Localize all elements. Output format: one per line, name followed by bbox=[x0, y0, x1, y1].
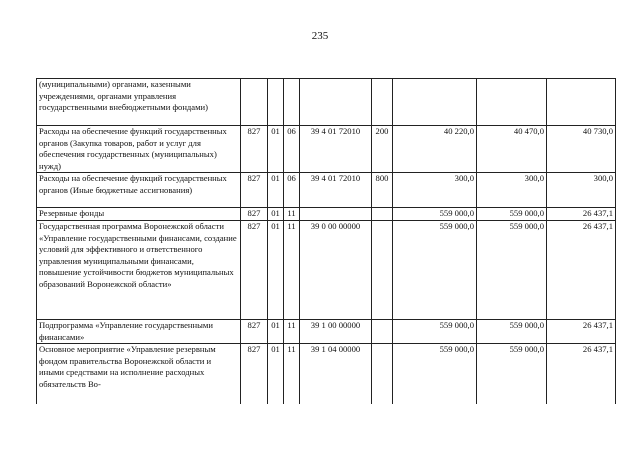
expense-type-cell bbox=[372, 208, 393, 221]
budget-table bbox=[36, 78, 616, 404]
expense-type-cell: 800 bbox=[372, 173, 393, 208]
section-code-cell: 01 bbox=[268, 344, 284, 405]
amount-year2-cell: 559 000,0 bbox=[477, 208, 547, 221]
target-article-cell bbox=[300, 208, 372, 221]
amount-year2-cell: 559 000,0 bbox=[477, 319, 547, 343]
amount-year1-cell: 559 000,0 bbox=[393, 208, 477, 221]
grbs-code-cell: 827 bbox=[241, 208, 268, 221]
table-row bbox=[37, 79, 616, 126]
expense-type-cell bbox=[372, 319, 393, 343]
expense-type-cell bbox=[372, 79, 393, 126]
target-article-cell: 39 4 01 72010 bbox=[300, 126, 372, 173]
expense-name-cell: Резервные фонды bbox=[37, 208, 241, 221]
table-body bbox=[37, 79, 616, 405]
amount-year2-cell: 559 000,0 bbox=[477, 220, 547, 319]
grbs-code-cell: 827 bbox=[241, 319, 268, 343]
subsection-code-cell: 06 bbox=[284, 173, 300, 208]
grbs-code-cell: 827 bbox=[241, 173, 268, 208]
expense-name-cell: Подпрограмма «Управление государственными финансами» bbox=[37, 319, 241, 343]
amount-year3-cell: 26 437,1 bbox=[547, 319, 616, 343]
target-article-cell: 39 1 04 00000 bbox=[300, 344, 372, 405]
amount-year2-cell bbox=[477, 79, 547, 126]
section-code-cell bbox=[268, 79, 284, 126]
section-code-cell: 01 bbox=[268, 208, 284, 221]
expense-type-cell bbox=[372, 344, 393, 405]
table-row bbox=[37, 319, 616, 343]
subsection-code-cell: 11 bbox=[284, 319, 300, 343]
section-code-cell: 01 bbox=[268, 319, 284, 343]
subsection-code-cell: 06 bbox=[284, 126, 300, 173]
subsection-code-cell bbox=[284, 79, 300, 126]
grbs-code-cell: 827 bbox=[241, 126, 268, 173]
grbs-code-cell: 827 bbox=[241, 220, 268, 319]
subsection-code-cell: 11 bbox=[284, 344, 300, 405]
subsection-code-cell: 11 bbox=[284, 208, 300, 221]
amount-year3-cell: 26 437,1 bbox=[547, 220, 616, 319]
amount-year2-cell: 300,0 bbox=[477, 173, 547, 208]
amount-year3-cell: 26 437,1 bbox=[547, 208, 616, 221]
expense-type-cell: 200 bbox=[372, 126, 393, 173]
table-row bbox=[37, 208, 616, 221]
amount-year3-cell: 40 730,0 bbox=[547, 126, 616, 173]
amount-year3-cell bbox=[547, 79, 616, 126]
amount-year2-cell: 559 000,0 bbox=[477, 344, 547, 405]
section-code-cell: 01 bbox=[268, 126, 284, 173]
target-article-cell bbox=[300, 79, 372, 126]
table-row bbox=[37, 220, 616, 319]
amount-year1-cell: 559 000,0 bbox=[393, 220, 477, 319]
grbs-code-cell: 827 bbox=[241, 344, 268, 405]
table-row bbox=[37, 126, 616, 173]
expense-name-cell: (муниципальными) органами, казенными учреждениями, органами управления государственными внебюджетными фондами) bbox=[37, 79, 241, 126]
table-row bbox=[37, 344, 616, 405]
amount-year3-cell: 26 437,1 bbox=[547, 344, 616, 405]
grbs-code-cell bbox=[241, 79, 268, 126]
amount-year1-cell: 559 000,0 bbox=[393, 344, 477, 405]
section-code-cell: 01 bbox=[268, 173, 284, 208]
amount-year1-cell bbox=[393, 79, 477, 126]
section-code-cell: 01 bbox=[268, 220, 284, 319]
amount-year3-cell: 300,0 bbox=[547, 173, 616, 208]
amount-year1-cell: 40 220,0 bbox=[393, 126, 477, 173]
expense-name-cell: Государственная программа Воронежской области «Управление государственными финансами, создание условий для эффективного и ответственного управления муниципальными финансами, повышение устойчивости бюджетов муниципальных образований Воронежской области» bbox=[37, 220, 241, 319]
target-article-cell: 39 0 00 00000 bbox=[300, 220, 372, 319]
expense-name-cell: Основное мероприятие «Управление резервным фондом правительства Воронежской области и иными средствами на исполнение расходных обязательств Во- bbox=[37, 344, 241, 405]
expense-name-cell: Расходы на обеспечение функций государственных органов (Закупка товаров, работ и услуг для обеспечения государственных (муниципальных) нужд) bbox=[37, 126, 241, 173]
expense-name-cell: Расходы на обеспечение функций государственных органов (Иные бюджетные ассигнования) bbox=[37, 173, 241, 208]
amount-year2-cell: 40 470,0 bbox=[477, 126, 547, 173]
subsection-code-cell: 11 bbox=[284, 220, 300, 319]
page-number: 235 bbox=[311, 30, 329, 42]
amount-year1-cell: 559 000,0 bbox=[393, 319, 477, 343]
amount-year1-cell: 300,0 bbox=[393, 173, 477, 208]
target-article-cell: 39 1 00 00000 bbox=[300, 319, 372, 343]
table-row bbox=[37, 173, 616, 208]
target-article-cell: 39 4 01 72010 bbox=[300, 173, 372, 208]
expense-type-cell bbox=[372, 220, 393, 319]
